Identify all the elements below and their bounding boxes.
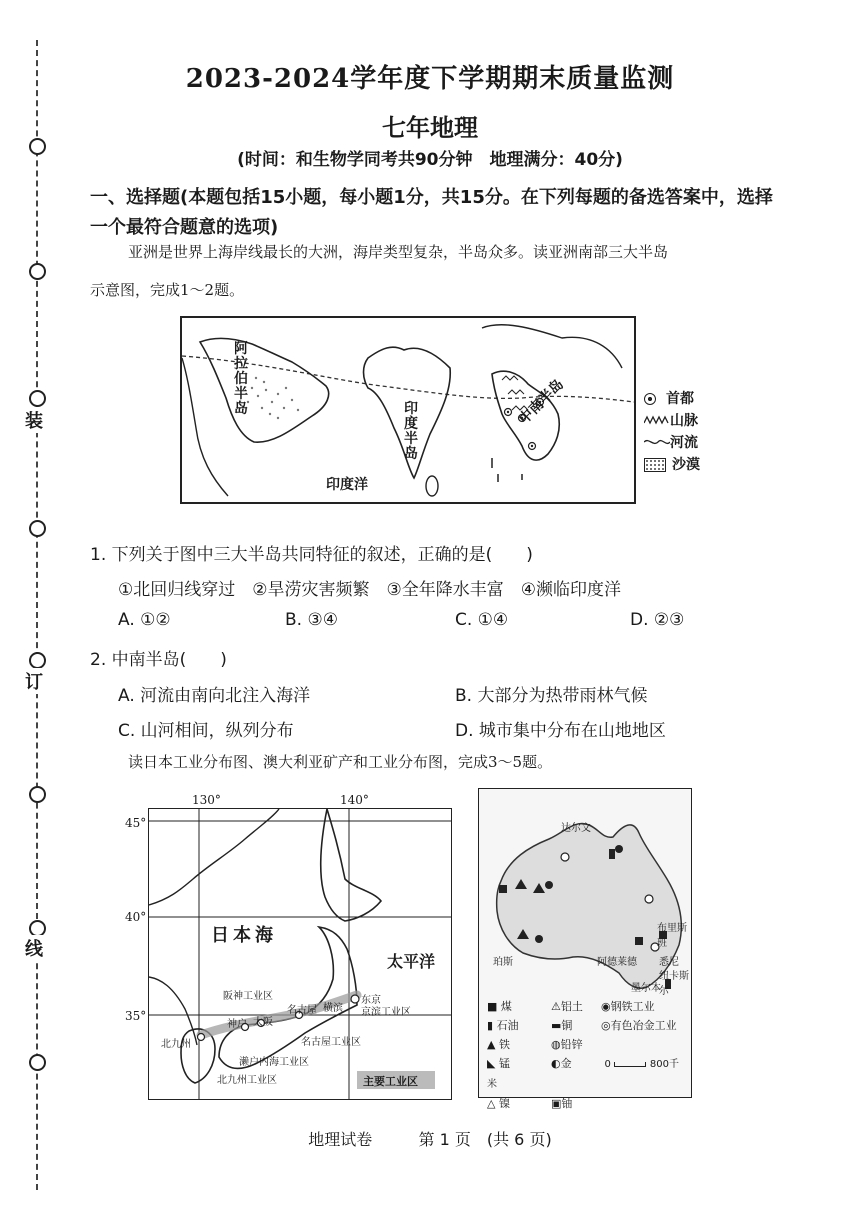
legend-oil: 石油 xyxy=(496,1019,519,1032)
footer-page: 第 1 页 (共 6 页) xyxy=(418,1130,552,1149)
legend-copper: 铜 xyxy=(561,1019,573,1032)
label-kobe: 神户 xyxy=(227,1019,247,1030)
legend-mountain: 山脉 xyxy=(670,413,698,429)
capital-icon xyxy=(644,393,656,405)
legend-lead-zinc: 铅锌 xyxy=(560,1038,583,1051)
uranium-icon: ▣ xyxy=(551,1097,562,1110)
nickel-icon: △ xyxy=(487,1097,496,1110)
label-yokohama: 横滨 xyxy=(323,1003,343,1014)
label-sea-of-japan: 日本海 xyxy=(211,925,277,946)
australia-legend xyxy=(487,997,687,1113)
lon-140: 140° xyxy=(340,793,369,807)
label-kitakyushu-zone: 北九州工业区 xyxy=(217,1075,277,1086)
binding-hole xyxy=(29,786,46,803)
page-footer xyxy=(0,1127,860,1150)
legend-steel: 钢铁工业 xyxy=(610,1000,655,1013)
legend-industrial-zone: 主要工业区 xyxy=(363,1075,418,1088)
coal-icon: ■ xyxy=(487,1000,498,1013)
city-melbourne: 墨尔本 xyxy=(631,983,661,994)
steel-industry-icon: ◉ xyxy=(601,1000,611,1013)
oil-icon: ▮ xyxy=(487,1019,494,1032)
intro-3-5: 读日本工业分布图、澳大利亚矿产和工业分布图，完成3～5题。 xyxy=(128,753,553,771)
iron-icon: ▲ xyxy=(487,1038,496,1051)
exam-title: 2023-2024学年度下学期期末质量监测 xyxy=(185,64,675,94)
legend-desert: 沙漠 xyxy=(672,457,700,473)
australia-industry-map xyxy=(478,788,692,1110)
lat-35: 35° xyxy=(125,1009,147,1023)
asia-peninsulas-map xyxy=(180,316,636,504)
q2-option-b[interactable]: B. 大部分为热带雨林气候 xyxy=(455,686,648,706)
lat-45: 45° xyxy=(125,816,147,830)
label-indochina: 中南半岛 xyxy=(516,376,568,428)
city-brisbane: 布里斯班 xyxy=(657,923,687,949)
mountain-icon xyxy=(644,413,670,429)
q1-option-d[interactable]: D. ②③ xyxy=(630,610,685,630)
label-nagoya-zone: 名古屋工业区 xyxy=(301,1037,361,1048)
q1-option-b[interactable]: B. ③④ xyxy=(285,610,338,630)
bauxite-icon: ⚠ xyxy=(551,1000,561,1013)
label-tokyo: 东京 xyxy=(361,995,381,1006)
scale-bar xyxy=(614,1062,646,1067)
label-pacific: 太平洋 xyxy=(387,952,436,971)
city-newcastle: 纽卡斯尔 xyxy=(659,971,689,997)
intro-line-2: 示意图，完成1～2题。 xyxy=(90,281,245,299)
legend-manganese: 锰 xyxy=(498,1057,510,1070)
binding-hole xyxy=(29,1054,46,1071)
asia-map-legend xyxy=(644,388,734,476)
binding-line xyxy=(36,40,38,1190)
label-kitakyushu: 北九州 xyxy=(161,1039,191,1050)
city-adelaide: 阿德莱德 xyxy=(597,957,637,968)
binding-char-ding: 订 xyxy=(25,668,43,694)
japan-industry-map xyxy=(148,808,452,1100)
q1-option-c[interactable]: C. ①④ xyxy=(455,610,509,630)
legend-river: 河流 xyxy=(670,435,698,451)
legend-iron: 铁 xyxy=(498,1038,510,1051)
label-keihin: 京滨工业区 xyxy=(361,1007,411,1018)
exam-info: (时间：和生物学同考共90分钟 地理满分：40分) xyxy=(237,150,623,170)
intro-line-1: 亚洲是世界上海岸线最长的大洲，海岸类型复杂，半岛众多。读亚洲南部三大半岛 xyxy=(128,243,669,261)
label-osaka: 大阪 xyxy=(253,1017,273,1028)
binding-hole xyxy=(29,652,46,669)
legend-coal: 煤 xyxy=(500,1000,512,1013)
river-icon xyxy=(644,435,670,451)
label-hanshin: 阪神工业区 xyxy=(223,991,273,1002)
label-nagoya: 名古屋 xyxy=(287,1005,317,1016)
lat-40: 40° xyxy=(125,910,147,924)
q1-option-a[interactable]: A. ①② xyxy=(118,610,171,630)
city-darwin: 达尔文 xyxy=(561,823,591,834)
gold-icon: ◐ xyxy=(551,1057,561,1070)
legend-nickel: 镍 xyxy=(498,1097,510,1110)
binding-hole xyxy=(29,390,46,407)
label-indian-ocean: 印度洋 xyxy=(326,477,368,493)
city-perth: 珀斯 xyxy=(493,957,513,968)
legend-bauxite: 铝土 xyxy=(560,1000,583,1013)
q2-stem: 2. 中南半岛( ) xyxy=(90,650,227,670)
q2-option-a[interactable]: A. 河流由南向北注入海洋 xyxy=(118,686,311,706)
label-setouchi: 濑户内海工业区 xyxy=(239,1057,309,1068)
scale-zero: 0 xyxy=(604,1059,611,1070)
footer-subject: 地理试卷 xyxy=(308,1130,373,1149)
city-sydney: 悉尼 xyxy=(659,957,679,968)
exam-subject: 七年地理 xyxy=(382,113,478,142)
lead-zinc-icon: ◍ xyxy=(551,1038,561,1051)
binding-hole xyxy=(29,263,46,280)
label-arabia: 阿拉伯半岛 xyxy=(234,341,248,417)
legend-nonferrous: 有色冶金工业 xyxy=(610,1019,677,1032)
desert-icon xyxy=(644,458,666,472)
manganese-icon: ◣ xyxy=(487,1057,496,1070)
binding-hole xyxy=(29,520,46,537)
q1-stem: 1. 下列关于图中三大半岛共同特征的叙述，正确的是( ) xyxy=(90,545,533,565)
legend-gold: 金 xyxy=(560,1057,572,1070)
scale-label: 800千米 xyxy=(487,1059,679,1090)
nonferrous-industry-icon: ◎ xyxy=(601,1019,611,1032)
q1-items: ①北回归线穿过 ②旱涝灾害频繁 ③全年降水丰富 ④濒临印度洋 xyxy=(118,580,621,600)
binding-char-zhuang: 装 xyxy=(25,407,43,433)
q2-option-c[interactable]: C. 山河相间，纵列分布 xyxy=(118,721,294,741)
binding-char-xian: 线 xyxy=(25,935,43,961)
label-india: 印度半岛 xyxy=(404,401,418,462)
copper-icon: ▬ xyxy=(551,1019,562,1032)
lon-130: 130° xyxy=(192,793,221,807)
section-heading: 一、选择题(本题包括15小题，每小题1分，共15分。在下列每题的备选答案中，选择一个最符合题意的选项) xyxy=(90,187,773,238)
legend-uranium: 铀 xyxy=(561,1097,573,1110)
legend-capital: 首都 xyxy=(666,391,694,407)
q2-option-d[interactable]: D. 城市集中分布在山地地区 xyxy=(455,721,666,741)
